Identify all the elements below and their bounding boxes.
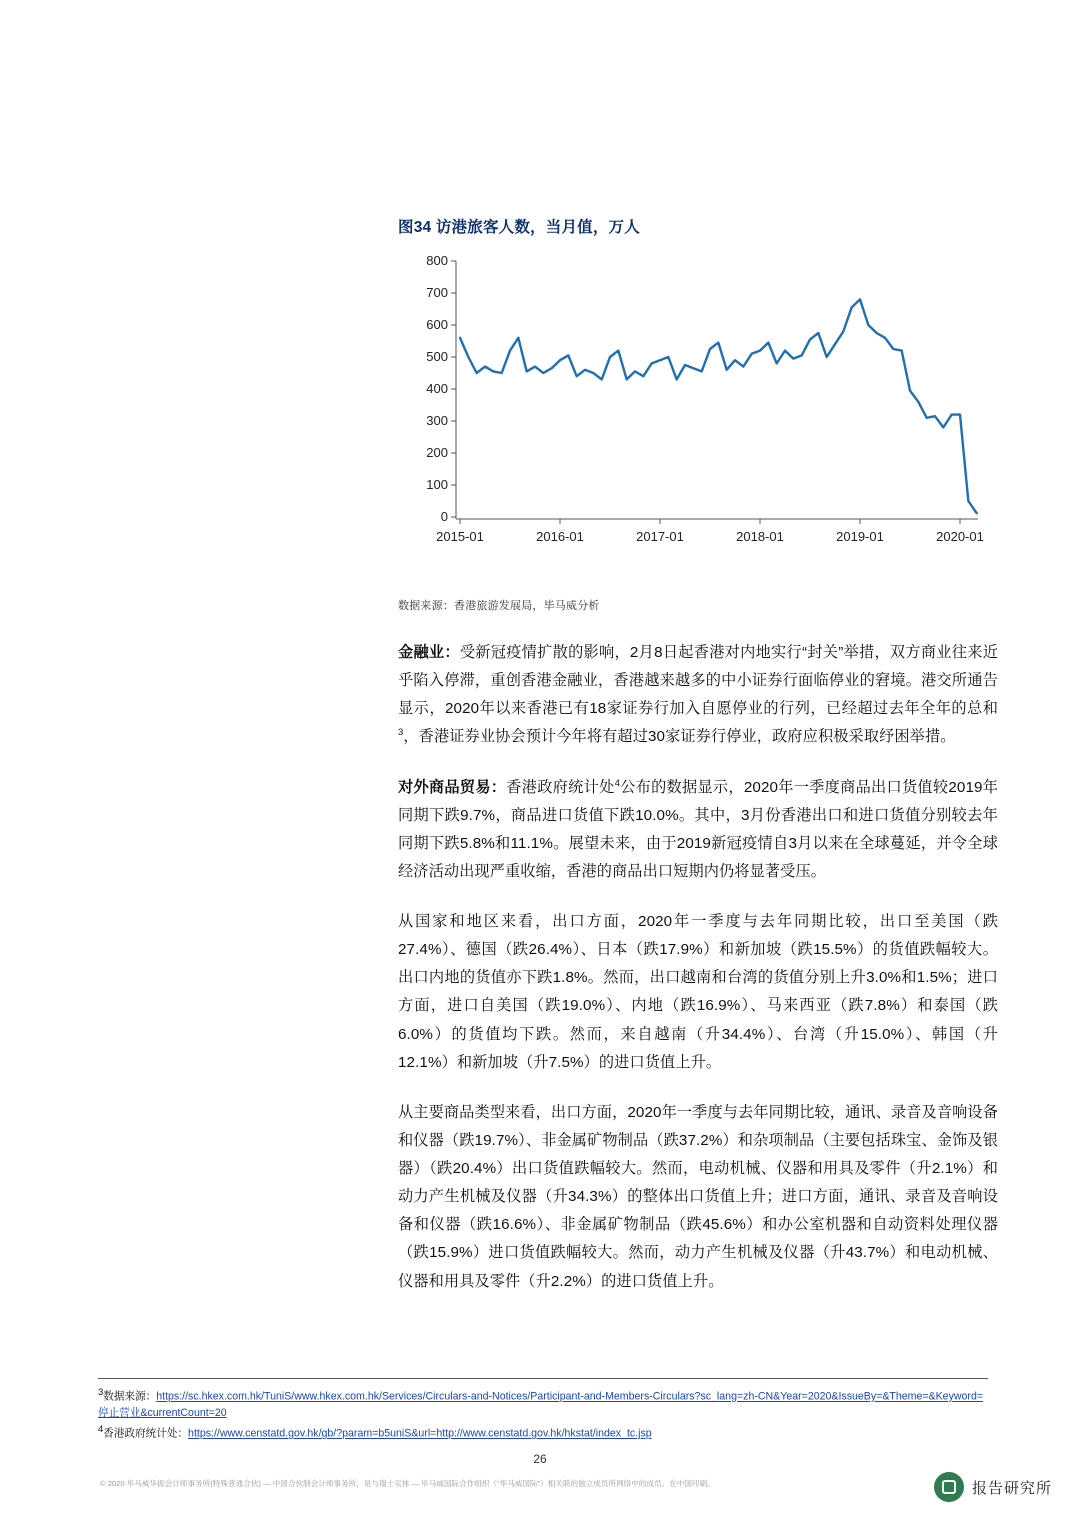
page-content	[398, 215, 998, 1318]
footnotes	[98, 1378, 988, 1443]
footnote-3	[98, 1385, 988, 1422]
svg-text:200: 200	[426, 445, 448, 460]
figure-source: 数据来源：香港旅游发展局，毕马威分析	[398, 600, 600, 612]
svg-text:400: 400	[426, 381, 448, 396]
x-tick-marks	[460, 519, 960, 524]
svg-text:700: 700	[426, 285, 448, 300]
footnote-4-marker: 4	[98, 1424, 104, 1436]
paragraph-lead-financial: 金融业：	[398, 644, 460, 661]
svg-text:500: 500	[426, 349, 448, 364]
line-chart	[398, 251, 998, 581]
x-tick-0: 2015-01	[436, 529, 484, 544]
svg-text:0: 0	[440, 509, 448, 524]
paragraph-lead-trade: 对外商品贸易：	[398, 778, 507, 796]
svg-text:300: 300	[426, 413, 448, 428]
y-tick-marks	[451, 261, 456, 517]
x-tick-labels	[436, 529, 984, 544]
footnote-3-link[interactable]: https://sc.hkex.com.hk/TuniS/www.hkex.com.hk/Services/Circulars-and-Notices/Participant-and-Members-Circulars?sc_lang=zh-CN&Year=2020&IssueBy=&Theme=&Keyword=停止营业&currentCount=20	[98, 1390, 984, 1420]
footnote-3-marker: 3	[98, 1387, 104, 1398]
paragraph-financial-tail: ，香港证券业协会预计今年将有超过30家证券行停业，政府应积极采取纾困举措。	[403, 728, 956, 746]
brand-logo-icon	[934, 1472, 964, 1502]
footnote-3-label: 数据来源：	[103, 1390, 157, 1403]
paragraph-by-country: 从国家和地区来看，出口方面，2020年一季度与去年同期比较，出口至美国（跌27.4%）、德国（跌26.4%）、日本（跌17.9%）和新加坡（跌15.5%）的货值跌幅较大。出口内地的货值亦下跌1.8%。然而，出口越南和台湾的货值分别上升3.0%和1.5%；进口方面，进口自美国（跌19.0%）、内地（跌16.9%）、马来西亚（跌7.8%）和泰国（跌6.0%）的货值均下跌。然而，来自越南（升34.4%）、台湾（升15.0%）、韩国（升12.1%）和新加坡（升7.5%）的进口货值上升。	[398, 913, 998, 1071]
footnote-4-link[interactable]: https://www.censtatd.gov.hk/gb/?param=b5uniS&url=http://www.censtatd.gov.hk/hkstat/index_tc.jsp	[188, 1427, 652, 1440]
footnote-ref-4: 4	[614, 777, 620, 789]
x-tick-2: 2017-01	[636, 529, 684, 544]
svg-text:100: 100	[426, 477, 448, 492]
page-number: 26	[533, 1452, 547, 1466]
svg-text:600: 600	[426, 317, 448, 332]
paragraph-trade-text-a: 香港政府统计处	[506, 778, 615, 796]
footnote-ref-3: 3	[398, 727, 404, 739]
paragraph-financial-industry	[398, 639, 998, 752]
paragraph-financial-text: 受新冠疫情扩散的影响，2月8日起香港对内地实行“封关”举措，双方商业往来近乎陷入停滞，重创香港金融业，香港越来越多的中小证券行面临停业的窘境。港交所通告显示，2020年以来香港已有18家证券行加入自愿停业的行列，已经超过去年全年的总和	[398, 644, 998, 718]
footnote-4-label: 香港政府统计处：	[103, 1427, 189, 1440]
paragraph-trade-text-b: 公布的数据显示，2020年一季度商品出口货值较2019年同期下跌9.7%，商品进口货值下跌10.0%。其中，3月份香港出口和进口货值分别较去年同期下跌5.8%和11.1%。展望未来，由于2019新冠疫情自3月以来在全球蔓延，并令全球经济活动出现严重收缩，香港的商品出口短期内仍将显著受压。	[398, 778, 999, 880]
footnote-4	[98, 1422, 988, 1442]
x-tick-3: 2018-01	[736, 529, 784, 544]
figure-title: 图34 访港旅客人数，当月值，万人	[398, 219, 640, 236]
data-series-line	[460, 299, 977, 513]
svg-text:800: 800	[426, 253, 448, 268]
brand-name: 报告研究所	[971, 1479, 1052, 1497]
y-tick-labels	[426, 253, 448, 524]
paragraph-foreign-trade	[398, 774, 998, 887]
x-tick-1: 2016-01	[536, 529, 584, 544]
x-tick-4: 2019-01	[836, 529, 884, 544]
chart-svg	[398, 251, 998, 551]
brand-watermark	[934, 1472, 1052, 1502]
x-tick-5: 2020-01	[936, 529, 984, 544]
copyright-notice: © 2020 毕马威华振会计师事务所(特殊普通合伙) — 中国合伙制会计师事务所，是与瑞士实体 — 毕马威国际合作组织（“毕马威国际”）相关联的独立成员所网络中的成员。在中国印刷。	[100, 1479, 715, 1488]
paragraph-by-commodity: 从主要商品类型来看，出口方面，2020年一季度与去年同期比较，通讯、录音及音响设备和仪器（跌19.7%）、非金属矿物制品（跌37.2%）和杂项制品（主要包括珠宝、金饰及银器）（跌20.4%）出口货值跌幅较大。然而，电动机械、仪器和用具及零件（升2.1%）和动力产生机械及仪器（升34.3%）的整体出口货值上升；进口方面，通讯、录音及音响设备和仪器（跌16.6%）、非金属矿物制品（跌45.6%）和办公室机器和自动资料处理仪器（跌15.9%）进口货值跌幅较大。然而，动力产生机械及仪器（升43.7%）和电动机械、仪器和用具及零件（升2.2%）的进口货值上升。	[398, 1103, 998, 1290]
